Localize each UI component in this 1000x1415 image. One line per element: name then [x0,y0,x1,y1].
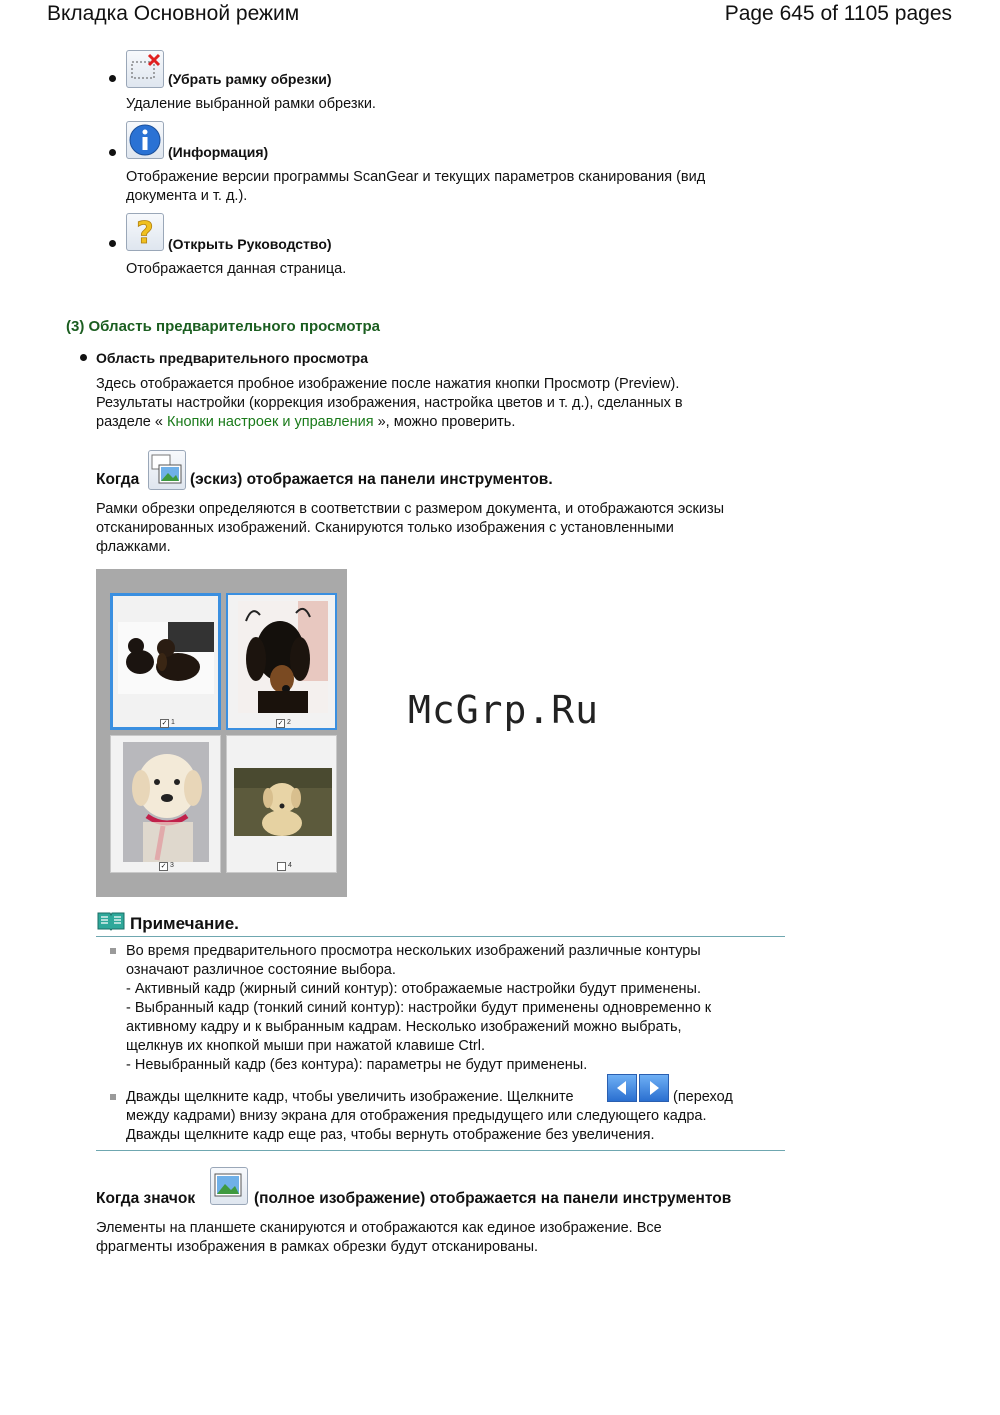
note-line: - Невыбранный кадр (без контура): параметры не будут применены. [126,1057,588,1073]
thumbnail-image [118,622,214,694]
note-line: (переход [673,1089,733,1105]
next-frame-button[interactable] [639,1074,669,1102]
toolbar-item-label: (Открыть Руководство) [168,236,332,252]
thumbnail-image [234,768,332,836]
toolbar-item-label: (Убрать рамку обрезки) [168,71,332,87]
previous-frame-button[interactable] [607,1074,637,1102]
text: », можно проверить. [373,414,516,430]
info-icon [126,121,164,159]
paragraph-line: Элементы на планшете сканируются и отображаются как единое изображение. Все [96,1220,662,1236]
note-line: Дважды щелкните кадр еще раз, чтобы вернуть отображение без увеличения. [126,1127,655,1143]
thumbnail-checkbox[interactable]: ✓ [161,720,168,727]
note-title: Примечание. [130,914,239,933]
paragraph-line: Рамки обрезки определяются в соответствии с размером документа, и отображаются эскизы [96,501,725,517]
frame-navigation-buttons [607,1074,669,1102]
paragraph-line: фрагменты изображения в рамках обрезки будут отсканированы. [96,1239,539,1255]
page-title: Вкладка Основной режим [47,2,300,25]
subheading-prefix: Когда значок [96,1190,196,1207]
preview-area [96,569,347,897]
thumbnail-view-icon [148,450,186,490]
section-title: (3) Область предварительного просмотра [66,318,380,335]
note-line: активному кадру и к выбранным кадрам. Несколько изображений можно выбрать, [126,1019,682,1035]
note-line: Во время предварительного просмотра нескольких изображений различные контуры [126,943,701,959]
list-bullet [109,75,116,82]
thumbnail-checkbox[interactable] [277,862,286,871]
watermark: McGrp.Ru [408,688,600,732]
section-bullet-heading: Область предварительного просмотра [96,350,369,366]
thumbnail-checkbox[interactable]: ✓ [160,863,167,870]
note-line: между кадрами) внизу экрана для отображения предыдущего или следующего кадра. [126,1108,707,1124]
toolbar-item-desc: Удаление выбранной рамки обрезки. [126,96,376,112]
thumbnail-frame-1[interactable] [110,593,221,730]
thumbnail-number: 3 [170,862,174,869]
toolbar-item-label: (Информация) [168,144,269,160]
paragraph-line: флажками. [96,539,171,555]
thumbnail-checkbox[interactable]: ✓ [277,720,284,727]
note-line: - Выбранный кадр (тонкий синий контур): настройки будут применены одновременно к [126,1000,712,1016]
note-line: означают различное состояние выбора. [126,962,396,978]
note-line: щелкнув их кнопкой мыши при нажатой клавише Ctrl. [126,1038,486,1054]
subheading-text: (полное изображение) отображается на панели инструментов [254,1190,732,1207]
note-top-rule [96,936,785,937]
paragraph-line [96,413,515,432]
toolbar-item-desc-line: документа и т. д.). [126,188,248,204]
list-bullet [109,149,116,156]
paragraph-line: Здесь отображается пробное изображение после нажатия кнопки Просмотр (Preview). [96,376,680,392]
thumbnail-number: 2 [287,719,291,726]
toolbar-item-desc: Отображается данная страница. [126,261,347,277]
subheading-text: (эскиз) отображается на панели инструментов. [190,471,553,488]
list-bullet [109,240,116,247]
thumbnail-image [238,601,328,713]
note-bullet [110,948,116,954]
thumbnail-frame-3[interactable] [110,735,221,873]
thumbnail-frame-4[interactable] [226,735,337,873]
remove-crop-frame-icon [126,50,164,88]
question-icon [126,213,164,251]
subheading-prefix: Когда [96,471,140,488]
note-line: - Активный кадр (жирный синий контур): отображаемые настройки будут применены. [126,981,701,997]
page-counter: Page 645 of 1105 pages [724,2,952,25]
arrow-right-icon [640,1075,668,1101]
settings-buttons-link[interactable]: Кнопки настроек и управления [167,414,374,430]
arrow-left-icon [608,1075,636,1101]
note-bullet [110,1094,116,1100]
note-bottom-rule [96,1150,785,1151]
svg-text:?: ? [136,216,154,250]
paragraph-line: Результаты настройки (коррекция изображения, настройка цветов и т. д.), сделанных в [96,395,683,411]
thumbnail-number: 1 [171,719,175,726]
thumbnail-image [123,742,209,862]
toolbar-item-desc-line: Отображение версии программы ScanGear и текущих параметров сканирования (вид [126,169,706,185]
text: разделе « [96,414,167,430]
list-bullet [80,354,87,361]
note-line: Дважды щелкните кадр, чтобы увеличить изображение. Щелкните [126,1089,574,1105]
thumbnail-frame-2[interactable] [226,593,337,730]
paragraph-line: отсканированных изображений. Сканируются только изображения с установленными [96,520,674,536]
thumbnail-number: 4 [288,862,292,869]
book-icon [97,911,125,931]
whole-image-view-icon [210,1167,248,1205]
